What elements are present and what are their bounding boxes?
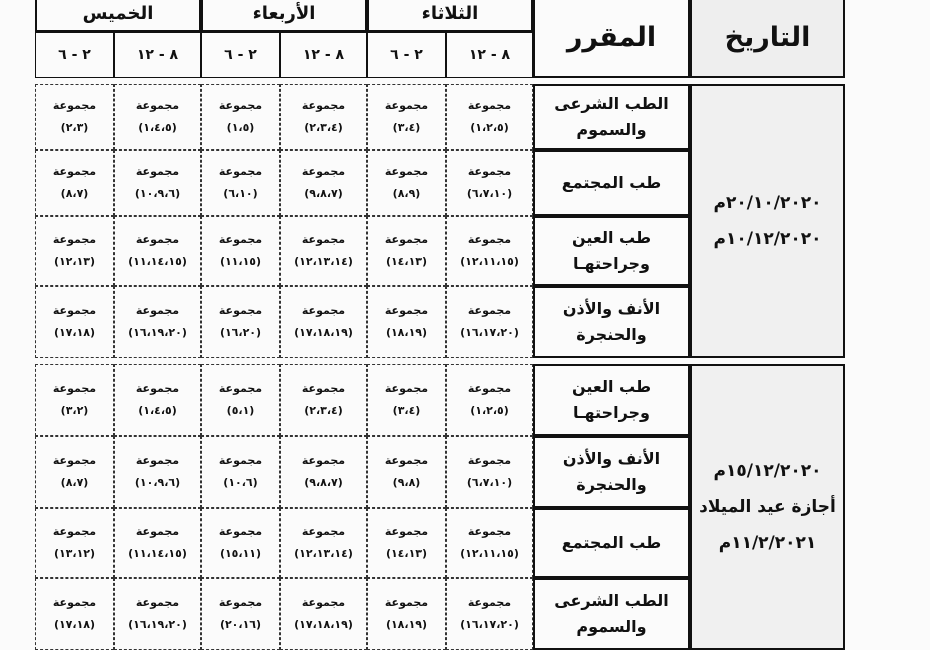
group-label: مجموعة	[135, 165, 180, 178]
group-cell	[35, 150, 114, 216]
group-numbers: (١٨،١٩)	[385, 326, 428, 339]
group-numbers: (١٥،١١)	[219, 547, 262, 560]
group-cell	[367, 578, 446, 650]
group-cell	[446, 578, 533, 650]
date-line: ٢٠/١٠/٢٠٢٠م	[713, 193, 822, 213]
course-name-line: الأنف والأذن	[562, 299, 661, 318]
group-numbers: (٣،٤)	[392, 404, 421, 417]
course-name-line: وجراحتهـا	[572, 254, 650, 273]
group-cell	[446, 508, 533, 578]
group-label: مجموعة	[135, 596, 180, 609]
group-label: مجموعة	[218, 99, 263, 112]
group-cell	[114, 436, 201, 508]
group-cell	[367, 150, 446, 216]
group-numbers: (١٠،٩،٦)	[134, 476, 181, 489]
group-label: مجموعة	[467, 304, 512, 317]
course-name-line: الطب الشرعى	[554, 94, 669, 113]
group-label: مجموعة	[467, 233, 512, 246]
group-cell	[367, 436, 446, 508]
group-numbers: (٦،١٠)	[223, 187, 258, 200]
group-cell	[280, 216, 367, 286]
group-numbers: (٨،٧)	[60, 187, 89, 200]
group-cell	[201, 578, 280, 650]
group-label: مجموعة	[467, 596, 512, 609]
group-cell	[201, 286, 280, 358]
group-label: مجموعة	[384, 304, 429, 317]
group-numbers: (١٢،١٣،١٤)	[294, 255, 353, 268]
course-name-cell	[533, 436, 690, 508]
group-cell	[35, 508, 114, 578]
group-numbers: (٥،١)	[226, 404, 255, 417]
table-row	[35, 84, 845, 150]
group-numbers: (١،٤،٥)	[138, 121, 177, 134]
course-name-cell	[533, 364, 690, 436]
group-numbers: (٢٠،١٦)	[219, 618, 262, 631]
group-label: مجموعة	[301, 233, 346, 246]
course-name-line: طب المجتمع	[561, 173, 662, 192]
course-name-cell	[533, 216, 690, 286]
group-label: مجموعة	[135, 304, 180, 317]
group-cell	[280, 578, 367, 650]
group-cell	[35, 286, 114, 358]
course-name-cell	[533, 286, 690, 358]
course-name-cell	[533, 84, 690, 150]
group-label: مجموعة	[218, 596, 263, 609]
group-numbers: (١٢،١٣)	[53, 255, 96, 268]
group-label: مجموعة	[52, 99, 97, 112]
group-numbers: (١٧،١٨،١٩)	[294, 618, 353, 631]
group-numbers: (١،٢،٥)	[470, 404, 509, 417]
group-numbers: (١٧،١٨)	[53, 326, 96, 339]
group-numbers: (٢،٣،٤)	[304, 404, 343, 417]
course-name-line: الأنف والأذن	[562, 449, 661, 468]
group-cell	[367, 84, 446, 150]
group-numbers: (١٢،١٣،١٤)	[294, 547, 353, 560]
group-label: مجموعة	[467, 99, 512, 112]
schedule-block-2	[35, 364, 845, 650]
group-numbers: (١،٥)	[226, 121, 255, 134]
group-label: مجموعة	[135, 233, 180, 246]
group-label: مجموعة	[52, 165, 97, 178]
group-label: مجموعة	[135, 525, 180, 538]
group-numbers: (١٦،١٩،٢٠)	[128, 326, 187, 339]
course-name-line: الطب الشرعى	[554, 591, 669, 610]
group-label: مجموعة	[218, 165, 263, 178]
group-cell	[201, 84, 280, 150]
group-cell	[201, 436, 280, 508]
group-label: مجموعة	[301, 165, 346, 178]
group-label: مجموعة	[218, 304, 263, 317]
group-cell	[446, 84, 533, 150]
group-cell	[367, 216, 446, 286]
group-numbers: (١٨،١٩)	[385, 618, 428, 631]
group-label: مجموعة	[135, 454, 180, 467]
course-name-cell	[533, 508, 690, 578]
group-label: مجموعة	[467, 454, 512, 467]
group-numbers: (٣،٤)	[392, 121, 421, 134]
group-cell	[114, 150, 201, 216]
group-label: مجموعة	[52, 382, 97, 395]
slot-header: ٢ - ٦	[201, 32, 280, 78]
course-name-cell	[533, 150, 690, 216]
group-numbers: (١٦،١٧،٢٠)	[460, 618, 519, 631]
date-line: أجازة عيد الميلاد	[699, 497, 836, 517]
date-line: ١١/٢/٢٠٢١م	[718, 533, 817, 553]
group-cell	[367, 364, 446, 436]
date-line: ١٠/١٢/٢٠٢٠م	[713, 229, 822, 249]
group-label: مجموعة	[467, 525, 512, 538]
group-numbers: (١٣،١٢)	[53, 547, 96, 560]
group-label: مجموعة	[218, 233, 263, 246]
group-numbers: (١٧،١٨،١٩)	[294, 326, 353, 339]
group-numbers: (٩،٨)	[392, 476, 421, 489]
group-label: مجموعة	[218, 525, 263, 538]
group-cell	[446, 364, 533, 436]
group-label: مجموعة	[218, 454, 263, 467]
course-name-line: وجراحتهـا	[572, 403, 650, 422]
group-numbers: (٣،٢)	[60, 404, 89, 417]
group-cell	[280, 150, 367, 216]
group-numbers: (١٦،٢٠)	[219, 326, 262, 339]
group-cell	[35, 84, 114, 150]
group-label: مجموعة	[384, 454, 429, 467]
group-label: مجموعة	[384, 596, 429, 609]
course-name-line: طب العين	[571, 228, 652, 247]
group-cell	[114, 508, 201, 578]
group-label: مجموعة	[467, 382, 512, 395]
group-label: مجموعة	[52, 233, 97, 246]
group-label: مجموعة	[218, 382, 263, 395]
group-label: مجموعة	[384, 382, 429, 395]
group-label: مجموعة	[52, 525, 97, 538]
group-label: مجموعة	[301, 304, 346, 317]
group-numbers: (١٧،١٨)	[53, 618, 96, 631]
group-numbers: (١٦،١٧،٢٠)	[460, 326, 519, 339]
group-cell	[35, 216, 114, 286]
group-cell	[280, 508, 367, 578]
group-label: مجموعة	[52, 454, 97, 467]
group-cell	[35, 364, 114, 436]
date-header: التاريخ	[690, 0, 845, 78]
group-numbers: (١٤،١٣)	[385, 255, 428, 268]
schedule-block-1	[35, 84, 845, 358]
group-cell	[114, 84, 201, 150]
group-numbers: (٦،٧،١٠)	[466, 476, 513, 489]
group-cell	[367, 508, 446, 578]
group-cell	[446, 150, 533, 216]
group-cell	[201, 150, 280, 216]
date-range-cell	[690, 364, 845, 650]
course-name-line: طب المجتمع	[561, 533, 662, 552]
slot-header: ٨ - ١٢	[280, 32, 367, 78]
group-numbers: (١٢،١١،١٥)	[460, 255, 519, 268]
group-label: مجموعة	[467, 165, 512, 178]
group-label: مجموعة	[384, 525, 429, 538]
date-range-cell	[690, 84, 845, 358]
group-cell	[114, 286, 201, 358]
group-label: مجموعة	[384, 165, 429, 178]
course-name-line: والسموم	[576, 120, 647, 139]
day-header-wednesday: الأربعاء	[201, 0, 367, 32]
group-numbers: (١،٢،٥)	[470, 121, 509, 134]
group-numbers: (١١،١٤،١٥)	[128, 547, 187, 560]
group-numbers: (١١،١٤،١٥)	[128, 255, 187, 268]
group-cell	[114, 578, 201, 650]
slot-header: ٨ - ١٢	[446, 32, 533, 78]
group-numbers: (٩،٨،٧)	[304, 187, 343, 200]
group-cell	[201, 508, 280, 578]
schedule-table	[35, 0, 845, 650]
group-numbers: (١،٤،٥)	[138, 404, 177, 417]
group-label: مجموعة	[301, 596, 346, 609]
slot-header: ٢ - ٦	[367, 32, 446, 78]
group-label: مجموعة	[384, 233, 429, 246]
date-line: ١٥/١٢/٢٠٢٠م	[713, 461, 822, 481]
group-numbers: (١٦،١٩،٢٠)	[128, 618, 187, 631]
group-label: مجموعة	[301, 454, 346, 467]
group-numbers: (٨،٩)	[392, 187, 421, 200]
slot-header: ٨ - ١٢	[114, 32, 201, 78]
group-cell	[280, 364, 367, 436]
day-header-tuesday: الثلاثاء	[367, 0, 533, 32]
group-label: مجموعة	[52, 304, 97, 317]
group-cell	[114, 216, 201, 286]
group-numbers: (٢،٣)	[60, 121, 89, 134]
day-header-thursday: الخميس	[35, 0, 201, 32]
group-cell	[114, 364, 201, 436]
course-name-line: والحنجرة	[576, 475, 647, 494]
group-cell	[35, 578, 114, 650]
group-label: مجموعة	[301, 382, 346, 395]
course-name-line: طب العين	[571, 377, 652, 396]
group-cell	[446, 286, 533, 358]
group-numbers: (١٠،٦)	[223, 476, 258, 489]
group-label: مجموعة	[135, 99, 180, 112]
group-cell	[201, 216, 280, 286]
group-numbers: (١٠،٩،٦)	[134, 187, 181, 200]
group-numbers: (٢،٣،٤)	[304, 121, 343, 134]
group-label: مجموعة	[301, 525, 346, 538]
group-label: مجموعة	[135, 382, 180, 395]
course-name-cell	[533, 578, 690, 650]
group-label: مجموعة	[384, 99, 429, 112]
group-numbers: (١٤،١٣)	[385, 547, 428, 560]
course-name-line: والحنجرة	[576, 325, 647, 344]
group-label: مجموعة	[301, 99, 346, 112]
slot-header: ٢ - ٦	[35, 32, 114, 78]
table-row	[35, 364, 845, 436]
group-cell	[280, 84, 367, 150]
course-name-line: والسموم	[576, 617, 647, 636]
group-cell	[280, 286, 367, 358]
group-cell	[201, 364, 280, 436]
course-header: المقرر	[533, 0, 690, 78]
group-numbers: (٦،٧،١٠)	[466, 187, 513, 200]
group-numbers: (١١،١٥)	[219, 255, 262, 268]
group-numbers: (١٢،١١،١٥)	[460, 547, 519, 560]
group-cell	[367, 286, 446, 358]
group-cell	[280, 436, 367, 508]
group-cell	[446, 216, 533, 286]
group-numbers: (٨،٧)	[60, 476, 89, 489]
group-label: مجموعة	[52, 596, 97, 609]
group-cell	[35, 436, 114, 508]
group-numbers: (٩،٨،٧)	[304, 476, 343, 489]
group-cell	[446, 436, 533, 508]
